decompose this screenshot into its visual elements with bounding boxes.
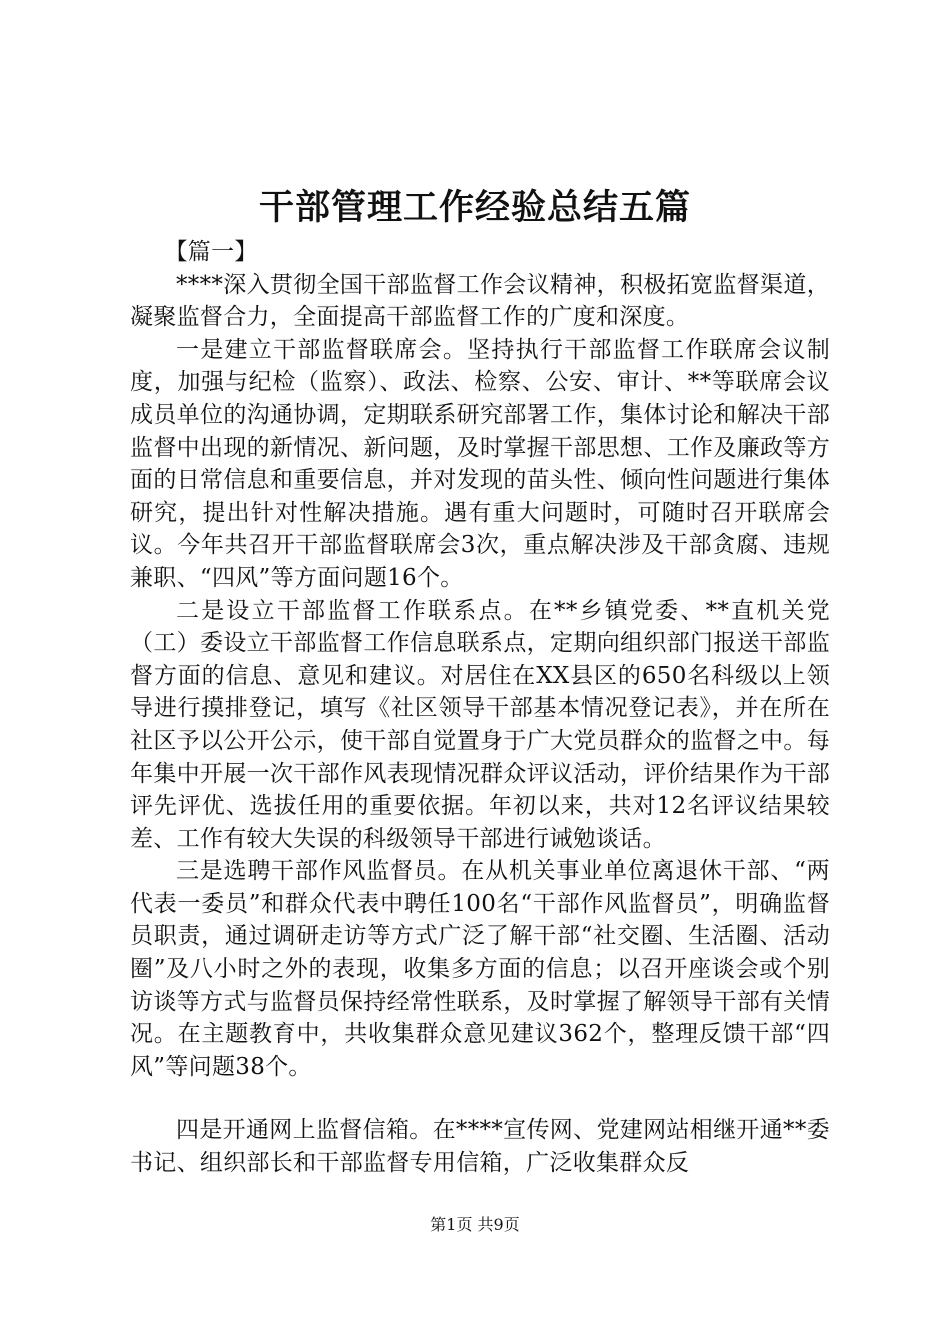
paragraph-contact-points: 二是设立干部监督工作联系点。在**乡镇党委、**直机关党（工）委设立干部监督工作信息联系点，定期向组织部门报送干部监督方面的信息、意见和建议。对居住在XX县区的650名科级以上领导进行摸排登记，填写《社区领导干部基本情况登记表》，并在所在社区予以公开公示，使干部自觉置身于广大党员群众的监督之中。每年集中开展一次干部作风表现情况群众评议活动，评价结果作为干部评先评优、选拔任用的重要依据。年初以来，共对12名评议结果较差、工作有较大失误的科级领导干部进行诫勉谈话。 [130,597,830,852]
paragraph-online-mailbox: 四是开通网上监督信箱。在****宣传网、党建网站相继开通**委书记、组织部长和干部监督专用信箱，广泛收集群众反 [130,1117,830,1177]
page-footer: 第1页 共9页 [430,1215,520,1234]
paragraph-joint-meeting: 一是建立干部监督联席会。坚持执行干部监督工作联席会议制度，加强与纪检（监察）、政法、检察、公安、审计、**等联席会议成员单位的沟通协调，定期联系研究部署工作，集体讨论和解决干部监督中出现的新情况、新问题，及时掌握干部思想、工作及廉政等方面的日常信息和重要信息，并对发现的苗头性、倾向性问题进行集体研究，提出针对性解决措施。遇有重大问题时，可随时召开联席会议。今年共召开干部监督联席会3次，重点解决涉及干部贪腐、违规兼职、“四风”等方面问题16个。 [130,336,830,591]
document-body [130,236,830,1180]
section-label: 【篇一】 [164,239,258,265]
document-title: 干部管理工作经验总结五篇 [258,187,691,228]
paragraph-intro: ****深入贯彻全国干部监督工作会议精神，积极拓宽监督渠道，凝聚监督合力，全面提高干部监督工作的广度和深度。 [130,271,830,331]
paragraph-supervisors: 三是选聘干部作风监督员。在从机关事业单位离退休干部、“两代表一委员”和群众代表中聘任100名“干部作风监督员”，明确监督员职责，通过调研走访等方式广泛了解干部“社交圈、生活圈、活动圈”及八小时之外的表现，收集多方面的信息；以召开座谈会或个别访谈等方式与监督员保持经常性联系，及时掌握了解领导干部有关情况。在主题教育中，共收集群众意见建议362个，整理反馈干部“四风”等问题38个。 [130,858,830,1080]
